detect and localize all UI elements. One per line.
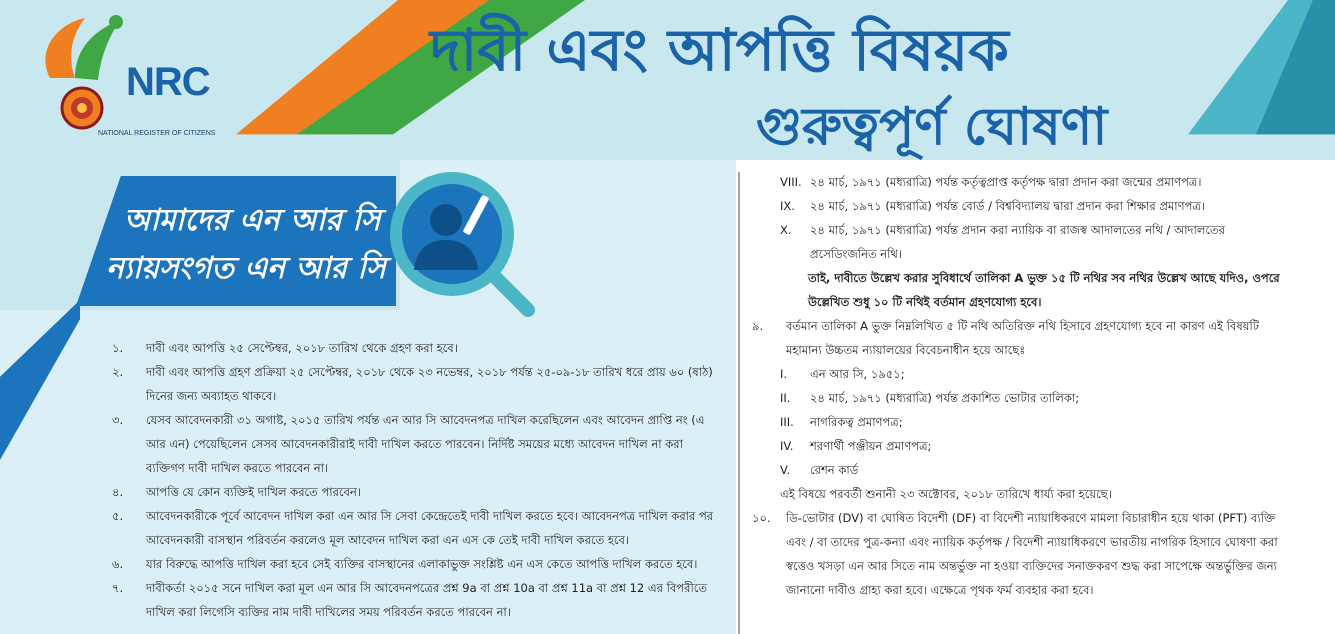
item-text: ২৪ মার্চ, ১৯৭১ (মধ্যরাত্রি) পর্যন্ত বোর্ড / বিশ্ববিদ্যালয় দ্বারা প্রদান করা শিক্ষার প্রমাণপত্র। [810, 199, 1205, 213]
magnifier-icon [380, 162, 540, 322]
item-text: যেসব আবেদনকারী ৩১ অগাষ্ট, ২০১৫ তারিখ পর্যন্ত এন আর সি আবেদনপত্র দাখিল করেছিলেন এবং আবেদন প্রাপ্তি নং (এ আর এন) পেয়েছিলেন সেসব আবেদনকারীরাই দাবী দাখিল করতে পারবেন। নির্দিষ্ট সময়ের মধ্যে আবেদন দাখিল না করা ব্যক্তিগণ দাবী দাখিল করতে পারবেন না। [146, 413, 705, 475]
item-number: V. [780, 463, 791, 477]
left-announcement-list [112, 336, 722, 624]
list-item [752, 410, 1292, 434]
item-text: ২৪ মার্চ, ১৯৭১ (মধ্যরাত্রি) পর্যন্ত প্রদান করা ন্যায়িক বা রাজস্ব আদালতের নথি / আদালতের প্রসেডিংজনিত নথি। [810, 223, 1226, 261]
item-number: ১. [112, 341, 124, 355]
item-text: শরণার্থী পঞ্জীয়ন প্রমাণপত্র; [810, 439, 932, 453]
item-number: IV. [780, 439, 794, 453]
item-number: III. [780, 415, 794, 429]
item-number: ২. [112, 365, 124, 379]
slogan-line2: ন্যায়সংগত এন আর সি [106, 251, 386, 286]
list-item [112, 336, 722, 360]
item-text: দাবী এবং আপত্তি ২৫ সেপ্টেম্বর, ২০১৮ তারিখ থেকে গ্রহণ করা হবে। [146, 341, 458, 355]
list-item [752, 194, 1292, 218]
item-number: ৫. [112, 509, 124, 523]
list-item [752, 218, 1292, 266]
item-text: রেশন কার্ড [810, 463, 859, 477]
item-number: ৯. [752, 319, 764, 333]
item-text: আবেদনকারীকে পূর্বে আবেদন দাখিল করা এন আর সি সেবা কেন্দ্রেতেই দাবী দাখিল করতে হবে। আবেদনপত্র দাখিল করার পর আবেদনকারী বাসস্থান পরিবর্তন করলেও মূল আবেদন দাখিল করা এন এস কে তেই দাবী দাখিল করতে হবে। [146, 509, 714, 547]
right-announcement-list [752, 170, 1292, 602]
list-item [112, 552, 722, 576]
item-text: নাগরিকত্ব প্রমাণপত্র; [810, 415, 903, 429]
item-number: IX. [780, 199, 795, 213]
list-item [752, 386, 1292, 410]
item-number: ৩. [112, 413, 124, 427]
list-item [752, 434, 1292, 458]
item-number: VIII. [780, 175, 802, 189]
item-text: ২৪ মার্চ, ১৯৭১ (মধ্যরাত্রি) পর্যন্ত কর্তৃত্বপ্রাপ্ত কর্তৃপক্ষ দ্বারা প্রদান করা জন্মের প্রমাণপত্র। [810, 175, 1202, 189]
item-text: এন আর সি, ১৯৫১; [810, 367, 905, 381]
logo-wordmark: NRC [126, 60, 210, 104]
list-item [752, 458, 1292, 482]
bold-note: তাই, দাবীতে উল্লেখ করার সুবিধার্থে তালিকা A ভুক্ত ১৫ টি নথির সব নথির উল্লেখ আছে যদিও, ওপরে উল্লেখিত শুধু ১০ টি নথিই বর্তমান গ্রহণযোগ্য হবে। [808, 271, 1280, 309]
list-item [752, 506, 1292, 602]
slogan-line1: আমাদের এন আর সি [124, 203, 381, 238]
item-number: ৭. [112, 581, 124, 595]
page-title-line2: গুরুত্বপূর্ণ ঘোষণা [756, 97, 1108, 157]
item-text: আপত্তি যে কোন ব্যক্তিই দাখিল করতে পারবেন। [146, 485, 361, 499]
item-text: দাবীকর্তা ২০১৫ সনে দাখিল করা মূল এন আর সি আবেদনপত্রের প্রশ্ন 9a বা প্রশ্ন 10a বা প্রশ্ন 11a বা প্রশ্ন 12 এর বিপরীতে দাখিল করা লিগেসি ব্যক্তির নাম দাবী দাখিলের সময় পরিবর্তন করতে পারবেন না। [146, 581, 707, 619]
page-title-line1: দাবী এবং আপত্তি বিষয়ক [430, 16, 1009, 84]
item-number: ৪. [112, 485, 124, 499]
item-text: বর্তমান তালিকা A ভুক্ত নিম্নলিখিত ৫ টি নথি অতিরিক্ত নথি হিসাবে গ্রহণযোগ্য হবে না কারণ এই বিষয়টি মহামান্য উচ্চতম ন্যায়ালয়ের বিবেচনাধীন হয়ে আছেঃ [786, 319, 1259, 357]
item-number: ১০. [752, 511, 771, 525]
item-number: II. [780, 391, 791, 405]
list-item [112, 576, 722, 624]
list-item [112, 504, 722, 552]
list-item [112, 480, 722, 504]
item-text: দাবী এবং আপত্তি গ্রহণ প্রক্রিয়া ২৫ সেপ্টেম্বর, ২০১৮ থেকে ২৩ নভেম্বর, ২০১৮ পর্যন্ত ২৫-০৯-১৮ তারিখ ধরে প্রায় ৬০ (ষাঠ) দিনের জন্য অব্যাহত থাকবে। [146, 365, 713, 403]
logo-subtitle: NATIONAL REGISTER OF CITIZENS [98, 130, 216, 137]
item-number: I. [780, 367, 788, 381]
hearing-note: এই বিষয়ে পরবর্তী শুনানী ২৩ অক্টোবর, ২০১৮ তারিখে ধার্য্য করা হয়েছে। [780, 487, 1112, 501]
column-divider [738, 172, 740, 634]
item-number: ৬. [112, 557, 124, 571]
list-item [752, 362, 1292, 386]
item-number: X. [780, 223, 792, 237]
item-text: ডি-ভোটার (DV) বা ঘোষিত বিদেশী (DF) বা বিদেশী ন্যায়াধিকরণে মামলা বিচারাধীন হয়ে থাকা (PFT) ব্যক্তি এবং / বা তাদের পুত্র-কন্যা এবং ন্যায়িক কর্তৃপক্ষ / বিদেশী ন্যায়াধিকরণে ভারতীয় নাগরিক হিসাবে ঘোষণা করা স্বত্তেও খসড়া এন আর সিতে নাম অন্তর্ভুক্ত না হওয়া ব্যক্তিদের সনাক্তকরণ শুদ্ধ করা সাপেক্ষে অন্তর্ভুক্তির জন্য জানানো দাবীও গ্রাহ্য করা হবে। এক্ষেত্রে পৃথক ফর্ম ব্যবহার করা হবে। [786, 511, 1278, 597]
list-item [752, 314, 1292, 362]
item-text: যার বিরুদ্ধে আপত্তি দাখিল করা হবে সেই ব্যক্তির বাসস্থানের এলাকাভুক্ত সংশ্লিষ্ট এন এস কেতে আপত্তি দাখিল করতে হবে। [146, 557, 698, 571]
item-text: ২৪ মার্চ, ১৯৭১ (মধ্যরাত্রি) পর্যন্ত প্রকাশিত ভোটার তালিকা; [810, 391, 1080, 405]
list-item [112, 408, 722, 480]
nrc-logo [30, 8, 220, 138]
list-item [752, 170, 1292, 194]
list-item [112, 360, 722, 408]
